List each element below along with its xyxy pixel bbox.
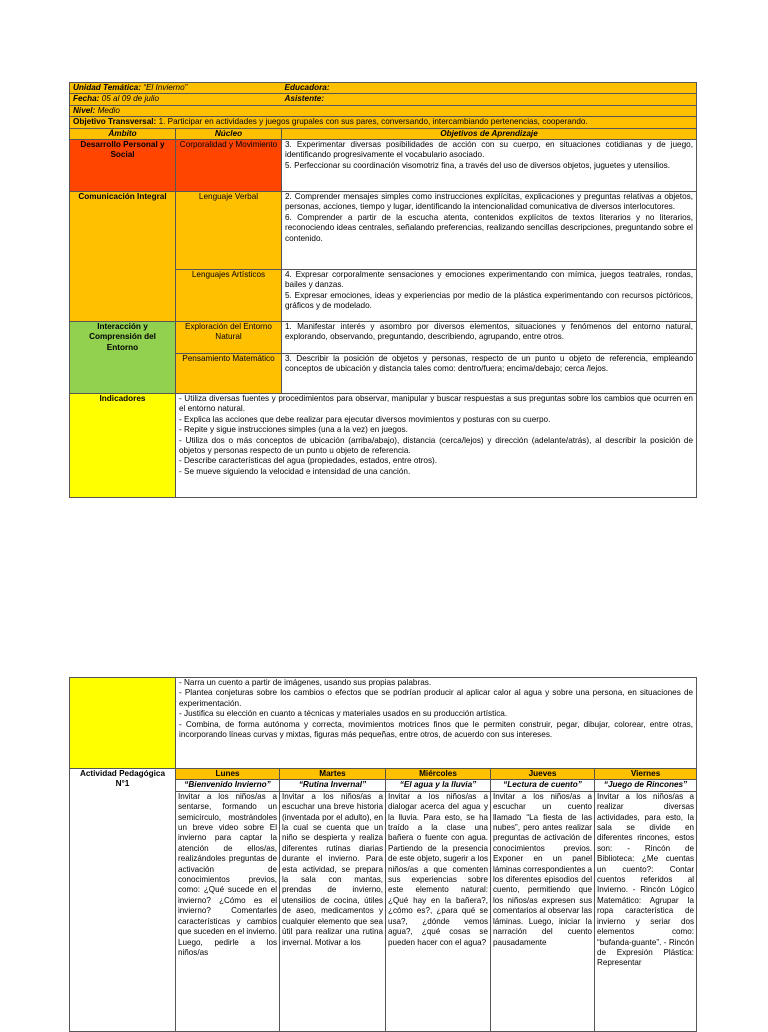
header-row-3 — [70, 105, 697, 116]
objetivos-cell — [282, 322, 697, 354]
asistente-label: Asistente: — [284, 94, 325, 104]
row-interaccion-natural — [70, 322, 697, 354]
fecha-label: Fecha: — [73, 94, 100, 104]
nucleo-cell: Pensamiento Matemático — [176, 354, 282, 394]
row-indicadores — [70, 394, 697, 498]
indicador-item: - Explica las acciones que debe realizar para ejecutar diversos movimientos y posturas con su cuerpo. — [179, 414, 551, 424]
objetivo-item: 1. Manifestar interés y asombro por diversos elementos, situaciones y fenómenos del entorno natural, explorando, observando, preguntando, describiendo, agrupando, entre otros. — [285, 322, 693, 342]
day-miercoles: Miércoles — [386, 769, 491, 780]
objetivo-value: 1. Participar en actividades y juegos grupales con sus pares, conversando, intercambiando pertenencias, cooperando. — [158, 117, 588, 127]
objetivos-cell — [282, 192, 697, 270]
objetivo-item: 5. Expresar emociones, ideas y experiencias por medio de la plástica experimentando con recursos pictóricos, gráficos y de modelado. — [285, 290, 693, 311]
objetivo-item: 4. Expresar corporalmente sensaciones y emociones experimentando con mímica, juegos teatrales, rondas, bailes y danzas. — [285, 270, 693, 290]
ambito-cell: Comunicación Integral — [70, 192, 176, 322]
activity-title: “El agua y la lluvia” — [386, 780, 491, 791]
indicador-item: - Utiliza diversas fuentes y procedimientos para observar, manipular y buscar respuestas a sus preguntas sobre los cambios que ocurren en el entorno natural. — [179, 394, 693, 414]
day-lunes: Lunes — [176, 769, 280, 780]
indicadores-cell — [176, 394, 697, 498]
activity-title: “Bienvenido Invierno” — [176, 780, 280, 791]
ambito-cell: Desarrollo Personal y Social — [70, 140, 176, 192]
indicador-item: - Justifica su elección en cuanto a técnicas y materiales usados en su producción artística. — [179, 709, 508, 719]
activity-text: Invitar a los niños/as a dialogar acerca del agua y la lluvia. Para esto, se ha traído a la clase una bañera o fuente con agua. Partiendo de la presencia de este objeto, sugerir a los niños/as a que comenten sus experiencias sobre este elemento natural: ¿Qué hay en la bañera?, ¿cómo es?, ¿para qué se usa?, ¿dónde vemos agua?, ¿qué cosas se pueden hacer con el agua? — [386, 791, 491, 1031]
activity-title: “Rutina Invernal” — [280, 780, 386, 791]
nivel-value: Medio — [97, 105, 120, 115]
nivel-label: Nivel: — [73, 105, 96, 115]
activity-text: Invitar a los niños/as a escuchar una breve historia (inventada por el adulto), en la cual se cuenta que un niño se despierta y realiza diferentes rutinas diarias durante el invierno. Para esta actividad, se prepara la sala con mantas, prendas de invierno, utensilios de cocina, útiles de aseo, medicamentos y cualquier elemento que sea útil para realizar una rutina invernal. Motivar a los — [280, 791, 386, 1031]
row-indicadores-cont — [70, 678, 697, 769]
planning-table — [69, 82, 697, 498]
indicadores-cell — [176, 678, 697, 769]
activity-title: “Juego de Rincones” — [595, 780, 697, 791]
activity-text: Invitar a los niños/as a sentarse, formando un semicírculo, mostrándoles un breve video sobre El invierno para captar la atención de ellos/as, realizándoles preguntas de activación de conocimientos previos, como: ¿Qué sucede en el invierno? ¿Cómo es el invierno? Comentarles características y cambios que suceden en el invierno. Luego, pedirle a los niños/as — [176, 791, 280, 1031]
objetivo-item: 3. Experimentar diversas posibilidades de acción con su cuerpo, en situaciones cotidianas y de juego, identificando progresivamente el vocabulario asociado. — [285, 140, 693, 160]
unidad-label: Unidad Temática: — [73, 83, 141, 92]
indicador-item: - Plantea conjeturas sobre los cambios o efectos que se podrían producir al aplicar calor al agua y sobre una persona, en situaciones de experimentación. — [179, 688, 694, 708]
row-comunicacion-verbal — [70, 192, 697, 270]
objetivos-cell — [282, 354, 697, 394]
nucleo-cell: Corporalidad y Movimiento — [176, 140, 282, 192]
days-header-row — [70, 769, 697, 780]
unidad-value: “El Invierno” — [143, 83, 188, 92]
indicadores-label: Indicadores — [70, 394, 176, 498]
objetivo-item: 3. Describir la posición de objetos y personas, respecto de un punto u objeto de referencia, empleando conceptos de ubicación y distancia tales como: dentro/fuera; encima/debajo; cerca /lejos. — [285, 354, 693, 374]
nucleo-cell: Exploración del Entorno Natural — [176, 322, 282, 354]
indicador-item: - Narra un cuento a partir de imágenes, usando sus propias palabras. — [179, 678, 432, 687]
indicador-item: - Utiliza dos o más conceptos de ubicación (arriba/abajo), distancia (cerca/lejos) y dirección (adelante/atrás), al describir la posición de objetos y personas respecto de un punto u objeto de referencia. — [179, 435, 693, 456]
objetivo-transversal-row — [70, 117, 697, 128]
planning-table-continued — [69, 677, 697, 1032]
nucleo-cell: Lenguaje Verbal — [176, 192, 282, 270]
fecha-value: 05 al 09 de julio — [101, 94, 160, 104]
nucleo-cell: Lenguajes Artísticos — [176, 270, 282, 322]
column-header-row — [70, 128, 697, 139]
header-row-1 — [70, 83, 697, 94]
day-viernes: Viernes — [595, 769, 697, 780]
ambito-cell: Interacción y Comprensión del Entorno — [70, 322, 176, 394]
objetivo-item: 5. Perfeccionar su coordinación visomotriz fina, a través del uso de diversos objetos, juguetes y utensilios. — [285, 160, 671, 170]
header-row-2 — [70, 94, 697, 105]
objetivo-item: 6. Comprender a partir de la escucha atenta, contenidos explícitos de textos literarios y no literarios, reconociendo ideas centrales, señalando preferencias, realizando sencillas descripciones, preguntando sobre el contenido. — [285, 212, 693, 243]
day-martes: Martes — [280, 769, 386, 780]
actividad-label: Actividad Pedagógica N°1 — [70, 769, 176, 1032]
indicador-item: - Se mueve siguiendo la velocidad e intensidad de una canción. — [179, 466, 411, 476]
col-ambito: Ámbito — [70, 128, 176, 139]
indicador-item: - Combina, de forma autónoma y correcta, movimientos motrices finos que le permiten construir, pegar, dibujar, colorear, entre otras, incorporando líneas curvas y mixtas, figuras más pequeñas, entre otros, de acuerdo con sus intereses. — [179, 719, 694, 740]
col-nucleo: Núcleo — [176, 128, 282, 139]
objetivos-cell — [282, 270, 697, 322]
col-objetivos: Objetivos de Aprendizaje — [282, 128, 697, 139]
activity-title: “Lectura de cuento” — [491, 780, 595, 791]
educadora-label: Educadora: — [284, 83, 330, 92]
day-jueves: Jueves — [491, 769, 595, 780]
indicador-item: - Repite y sigue instrucciones simples (una a la vez) en juegos. — [179, 425, 408, 435]
activity-text: Invitar a los niños/as a escuchar un cuento llamado “La fiesta de las nubes”, pero antes realizar preguntas de activación de conocimientos previos. Exponer en un panel láminas correspondientes a los diferentes episodios del cuento, permitiendo que los niños/as expresen sus comentarios al observar las láminas. Luego, iniciar la narración del cuento pausadamente — [491, 791, 595, 1031]
row-desarrollo — [70, 140, 697, 192]
objetivos-cell — [282, 140, 697, 192]
indicador-item: - Describe características del agua (propiedades, estados, entre otros). — [179, 456, 438, 466]
objetivo-label: Objetivo Transversal: — [73, 117, 157, 127]
objetivo-item: 2. Comprender mensajes simples como instrucciones explícitas, explicaciones y preguntas relativas a objetos, personas, acciones, tiempo y lugar, identificando la intencionalidad comunicativa de diversos interlocutores. — [285, 192, 693, 212]
activity-text: Invitar a los niños/as a realizar diversas actividades, para esto, la sala se divide en diferentes rincones, estos son: - Rincón de Biblioteca: ¿Me cuentas un cuento?: Contar cuentos referidos al Invierno. - Rincón Lógico Matemático: Agrupar la ropa característica de invierno y seriar dos elementos como: “bufanda-guante”. - Rincón de Expresión Plástica: Representar — [595, 791, 697, 1031]
indicadores-label-empty — [70, 678, 176, 769]
